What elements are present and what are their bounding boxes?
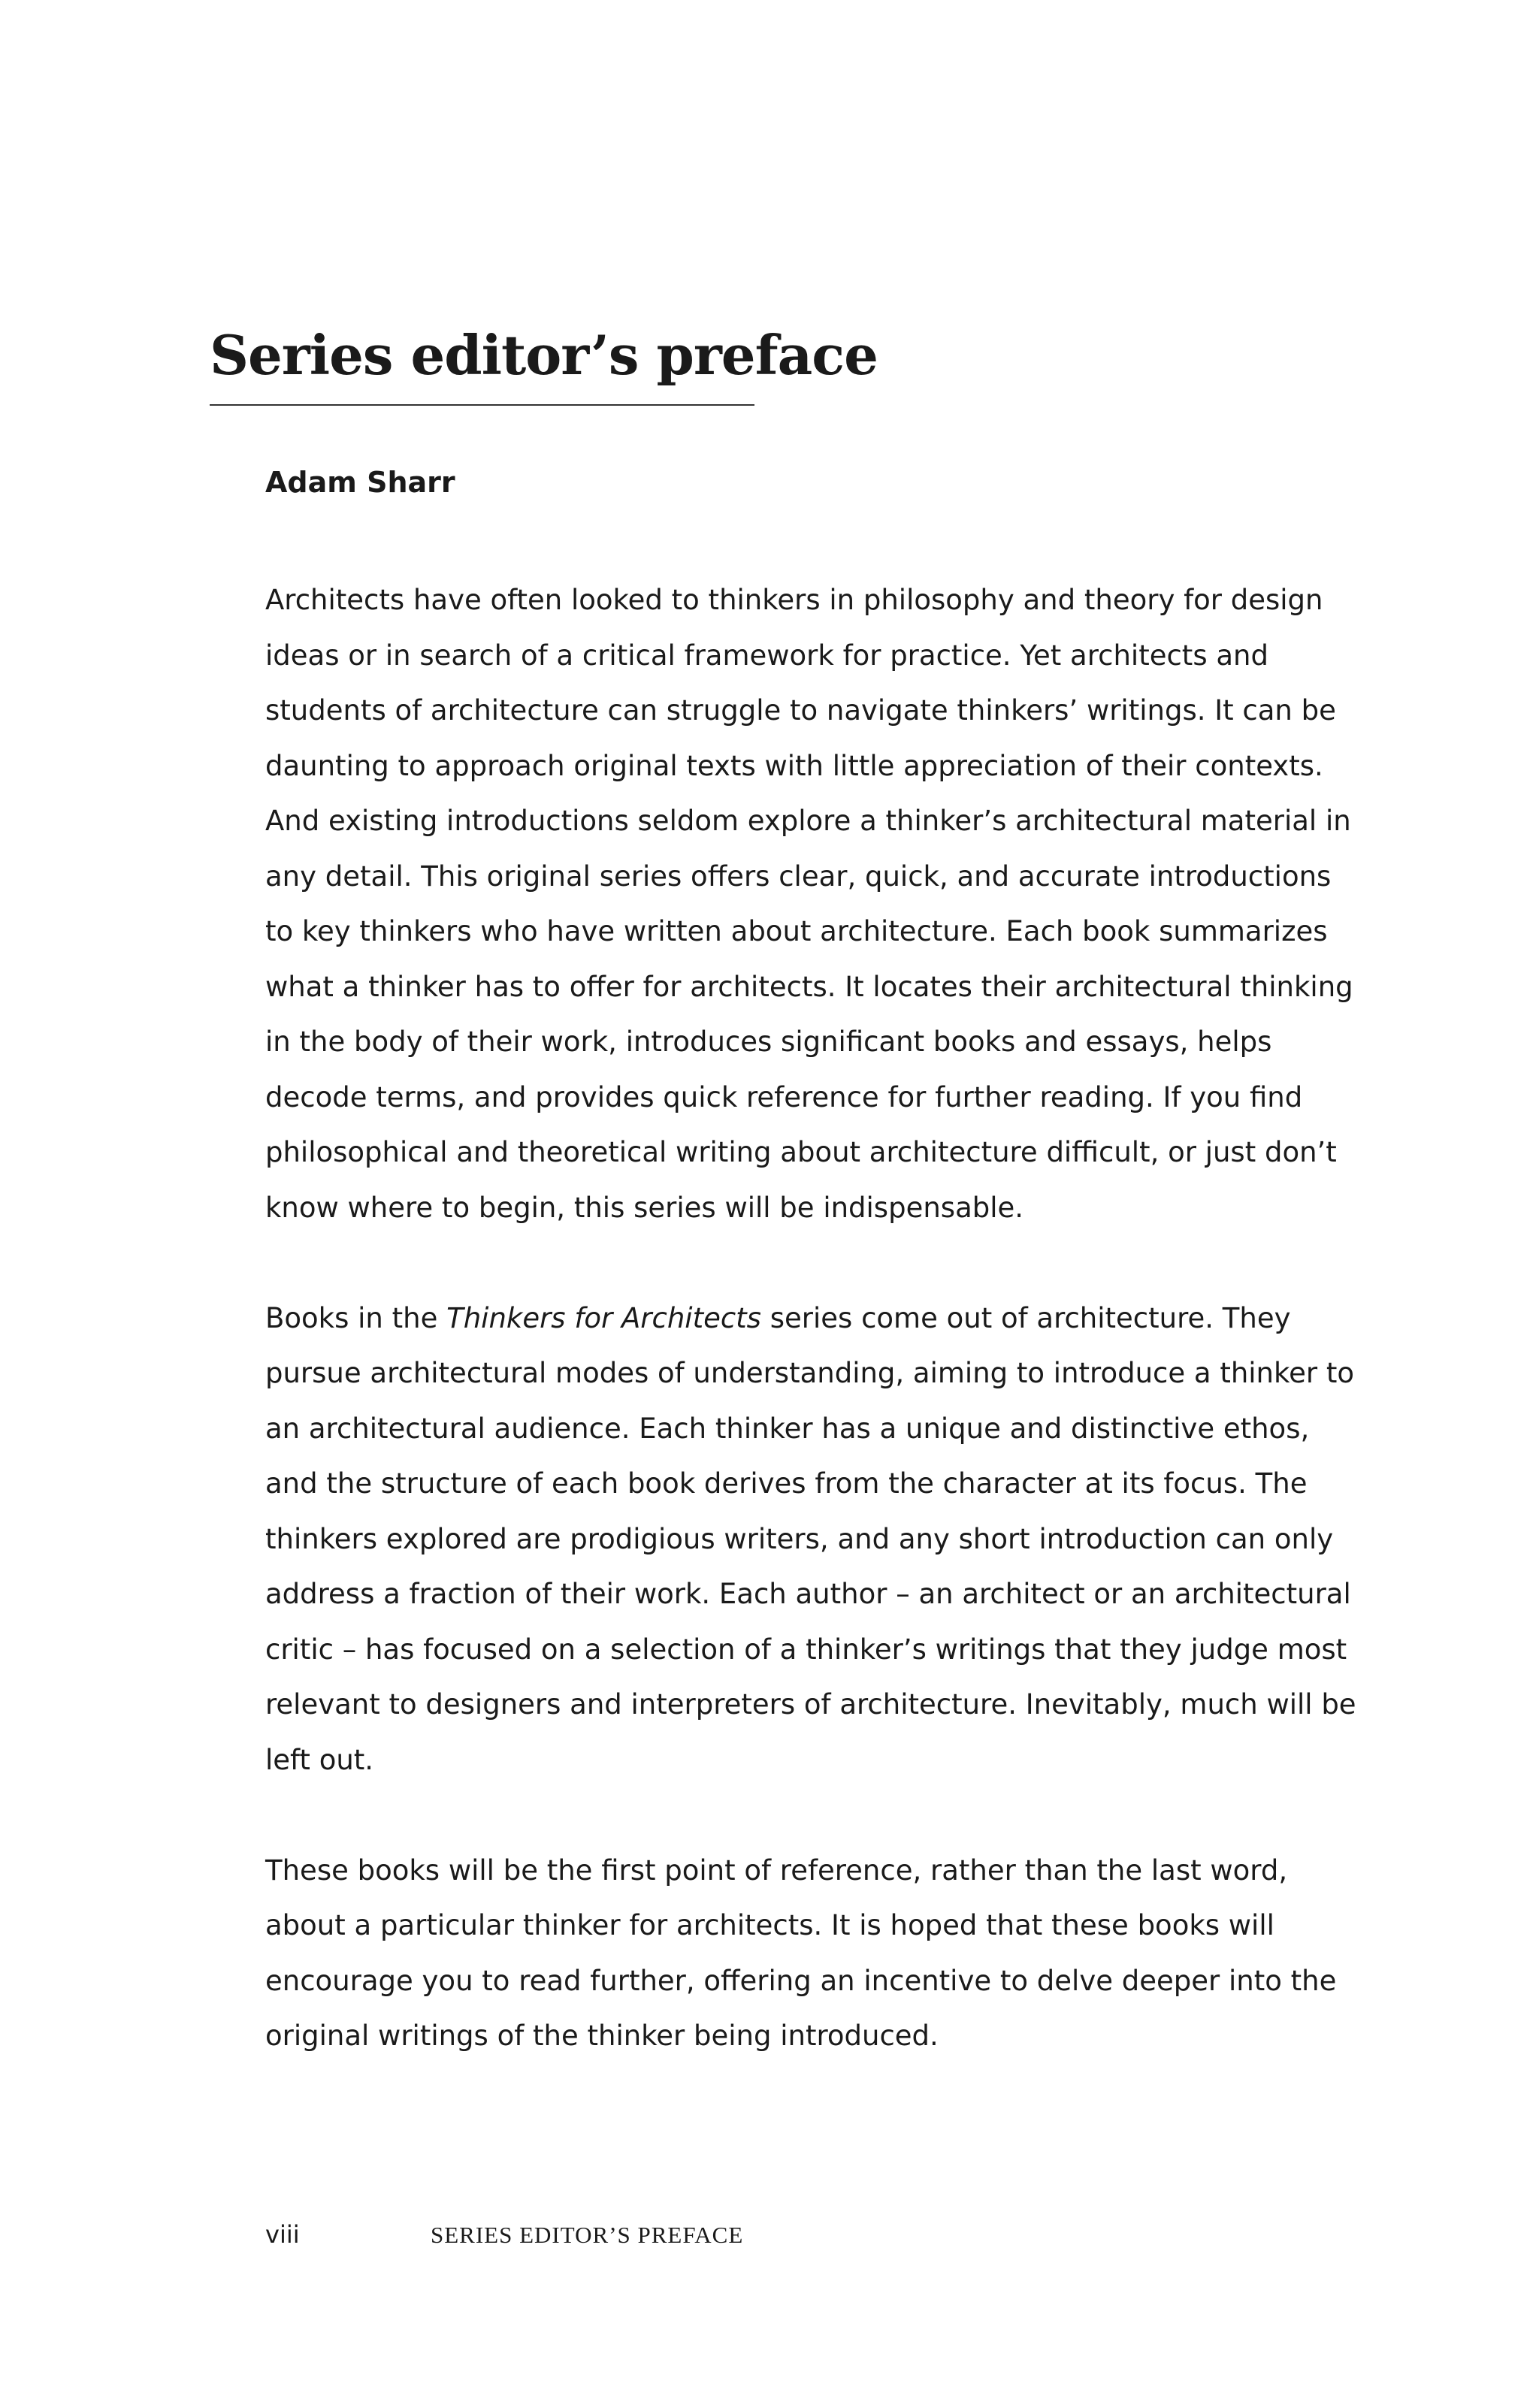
page-footer (265, 2220, 1167, 2258)
paragraph-2-lead: Books in the (265, 1301, 447, 1334)
page-title: Series editor’s preface (210, 323, 878, 387)
paragraph-2 (265, 1291, 1359, 1788)
title-underline (210, 404, 754, 406)
page-number: viii (265, 2220, 300, 2249)
running-head: SERIES EDITOR’S PREFACE (431, 2222, 744, 2248)
body-text (265, 573, 1359, 2064)
paragraph-1: Architects have often looked to thinkers in philosophy and theory for design ideas or in search of a critical framework for practice. Yet architects and students of architecture can struggle to navigate thinkers’ writings. It can be daunting to approach original texts with little appreciation of their contexts. And existing introductions seldom explore a thinker’s architectural material in any detail. This original series offers clear, quick, and accurate introductions to key thinkers who have written about architecture. Each book summarizes what a thinker has to offer for architects. It locates their architectural thinking in the body of their work, introduces significant books and essays, helps decode terms, and provides quick reference for further reading. If you find philosophical and theoretical writing about architecture difficult, or just don’t know where to begin, this series will be indispensable. (265, 584, 1353, 1224)
title-block (210, 323, 878, 406)
author-name: Adam Sharr (265, 466, 455, 499)
paragraph-3: These books will be the first point of reference, rather than the last word, about a particular thinker for architects. It is hoped that these books will encourage you to read further, offering an incentive to delve deeper into the original writings of the thinker being introduced. (265, 1854, 1337, 2052)
paragraph-2-rest: series come out of architecture. They pursue architectural modes of understanding, aiming to introduce a thinker to an architectural audience. Each thinker has a unique and distinctive ethos, and the structure of each book derives from the character at its focus. The thinkers explored are prodigious writers, and any short introduction can only address a fraction of their work. Each author – an architect or an architectural critic – has focused on a selection of a thinker’s writings that they judge most relevant to designers and interpreters of architecture. Inevitably, much will be left out. (265, 1301, 1356, 1776)
series-title-italic: Thinkers for Architects (446, 1301, 761, 1334)
